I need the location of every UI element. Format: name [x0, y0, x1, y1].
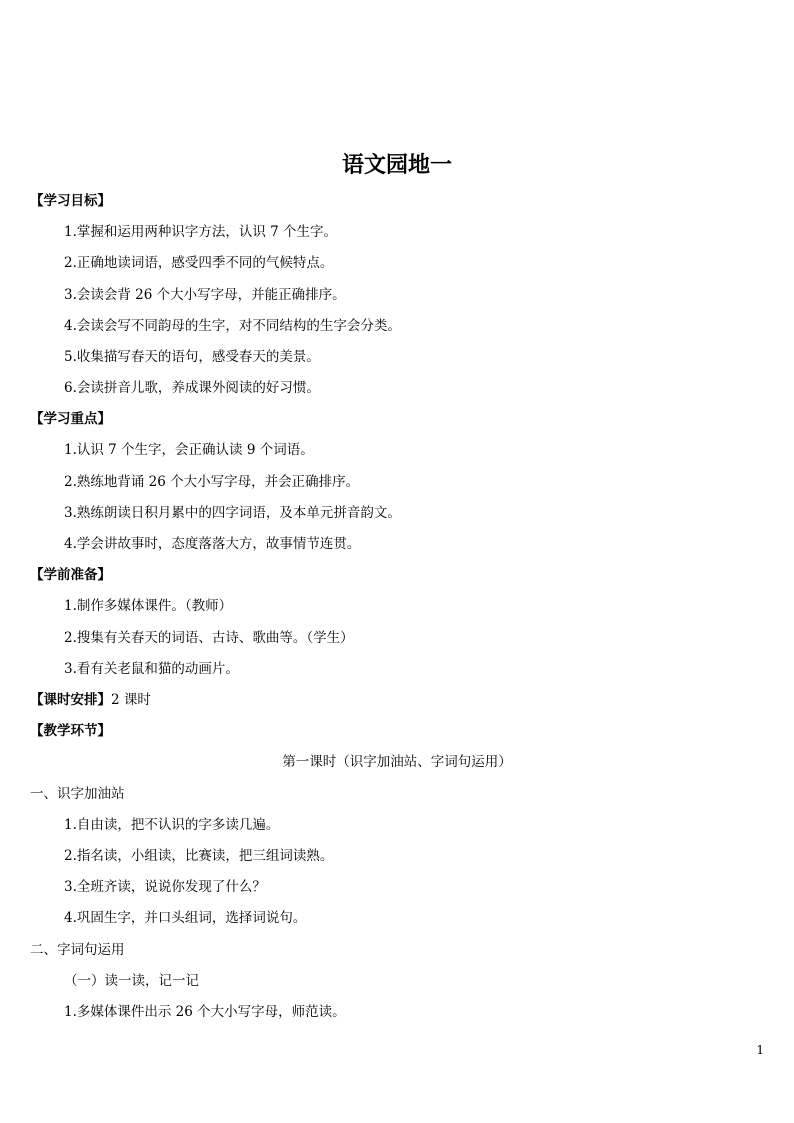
section-heading-process: 【教学环节】 [30, 723, 111, 739]
lesson-title: 第一课时（识字加油站、字词句运用） [282, 754, 512, 770]
keypoint-item: 4.学会讲故事时，态度落落大方，故事情节连贯。 [64, 536, 361, 552]
page-title: 语文园地一 [341, 152, 452, 178]
prep-item: 1.制作多媒体课件。（教师） [64, 598, 233, 614]
process-item: 1.自由读，把不认识的字多读几遍。 [64, 817, 280, 833]
section-heading-keypoints: 【学习重点】 [30, 411, 111, 427]
page-number: 1 [756, 1043, 764, 1057]
goal-item: 3.会读会背 26 个大小写字母，并能正确排序。 [64, 287, 346, 303]
keypoint-item: 1.认识 7 个生字，会正确认读 9 个词语。 [64, 442, 314, 458]
process-item: 3.全班齐读，说说你发现了什么？ [64, 879, 266, 895]
process-item: 2.指名读，小组读，比赛读，把三组词读熟。 [64, 848, 334, 864]
subsection-title-2: 二、字词句运用 [30, 942, 125, 958]
subsection-title-1: 一、识字加油站 [30, 786, 125, 802]
schedule-label: 【课时安排】 [30, 692, 111, 708]
keypoint-item: 2.熟练地背诵 26 个大小写字母，并会正确排序。 [64, 474, 360, 490]
goal-item: 5.收集描写春天的语句，感受春天的美景。 [64, 349, 320, 365]
section-heading-prep: 【学前准备】 [30, 567, 111, 583]
process-item: 1.多媒体课件出示 26 个大小写字母，师范读。 [64, 1004, 346, 1020]
section-heading-schedule [30, 690, 151, 710]
sub-subsection-title: （一）读一读，记一记 [64, 973, 199, 989]
goal-item: 2.正确地读词语，感受四季不同的气候特点。 [64, 255, 334, 271]
prep-item: 2.搜集有关春天的词语、古诗、歌曲等。（学生） [64, 630, 354, 646]
keypoint-item: 3.熟练朗读日积月累中的四字词语，及本单元拼音韵文。 [64, 505, 401, 521]
prep-item: 3.看有关老鼠和猫的动画片。 [64, 661, 239, 677]
process-item: 4.巩固生字，并口头组词，选择词说句。 [64, 910, 307, 926]
goal-item: 1.掌握和运用两种识字方法，认识 7 个生字。 [64, 224, 338, 240]
goal-item: 6.会读拼音儿歌，养成课外阅读的好习惯。 [64, 380, 320, 396]
goal-item: 4.会读会写不同韵母的生字，对不同结构的生字会分类。 [64, 318, 401, 334]
schedule-value: 2 课时 [111, 692, 151, 708]
section-heading-goals: 【学习目标】 [30, 193, 111, 209]
